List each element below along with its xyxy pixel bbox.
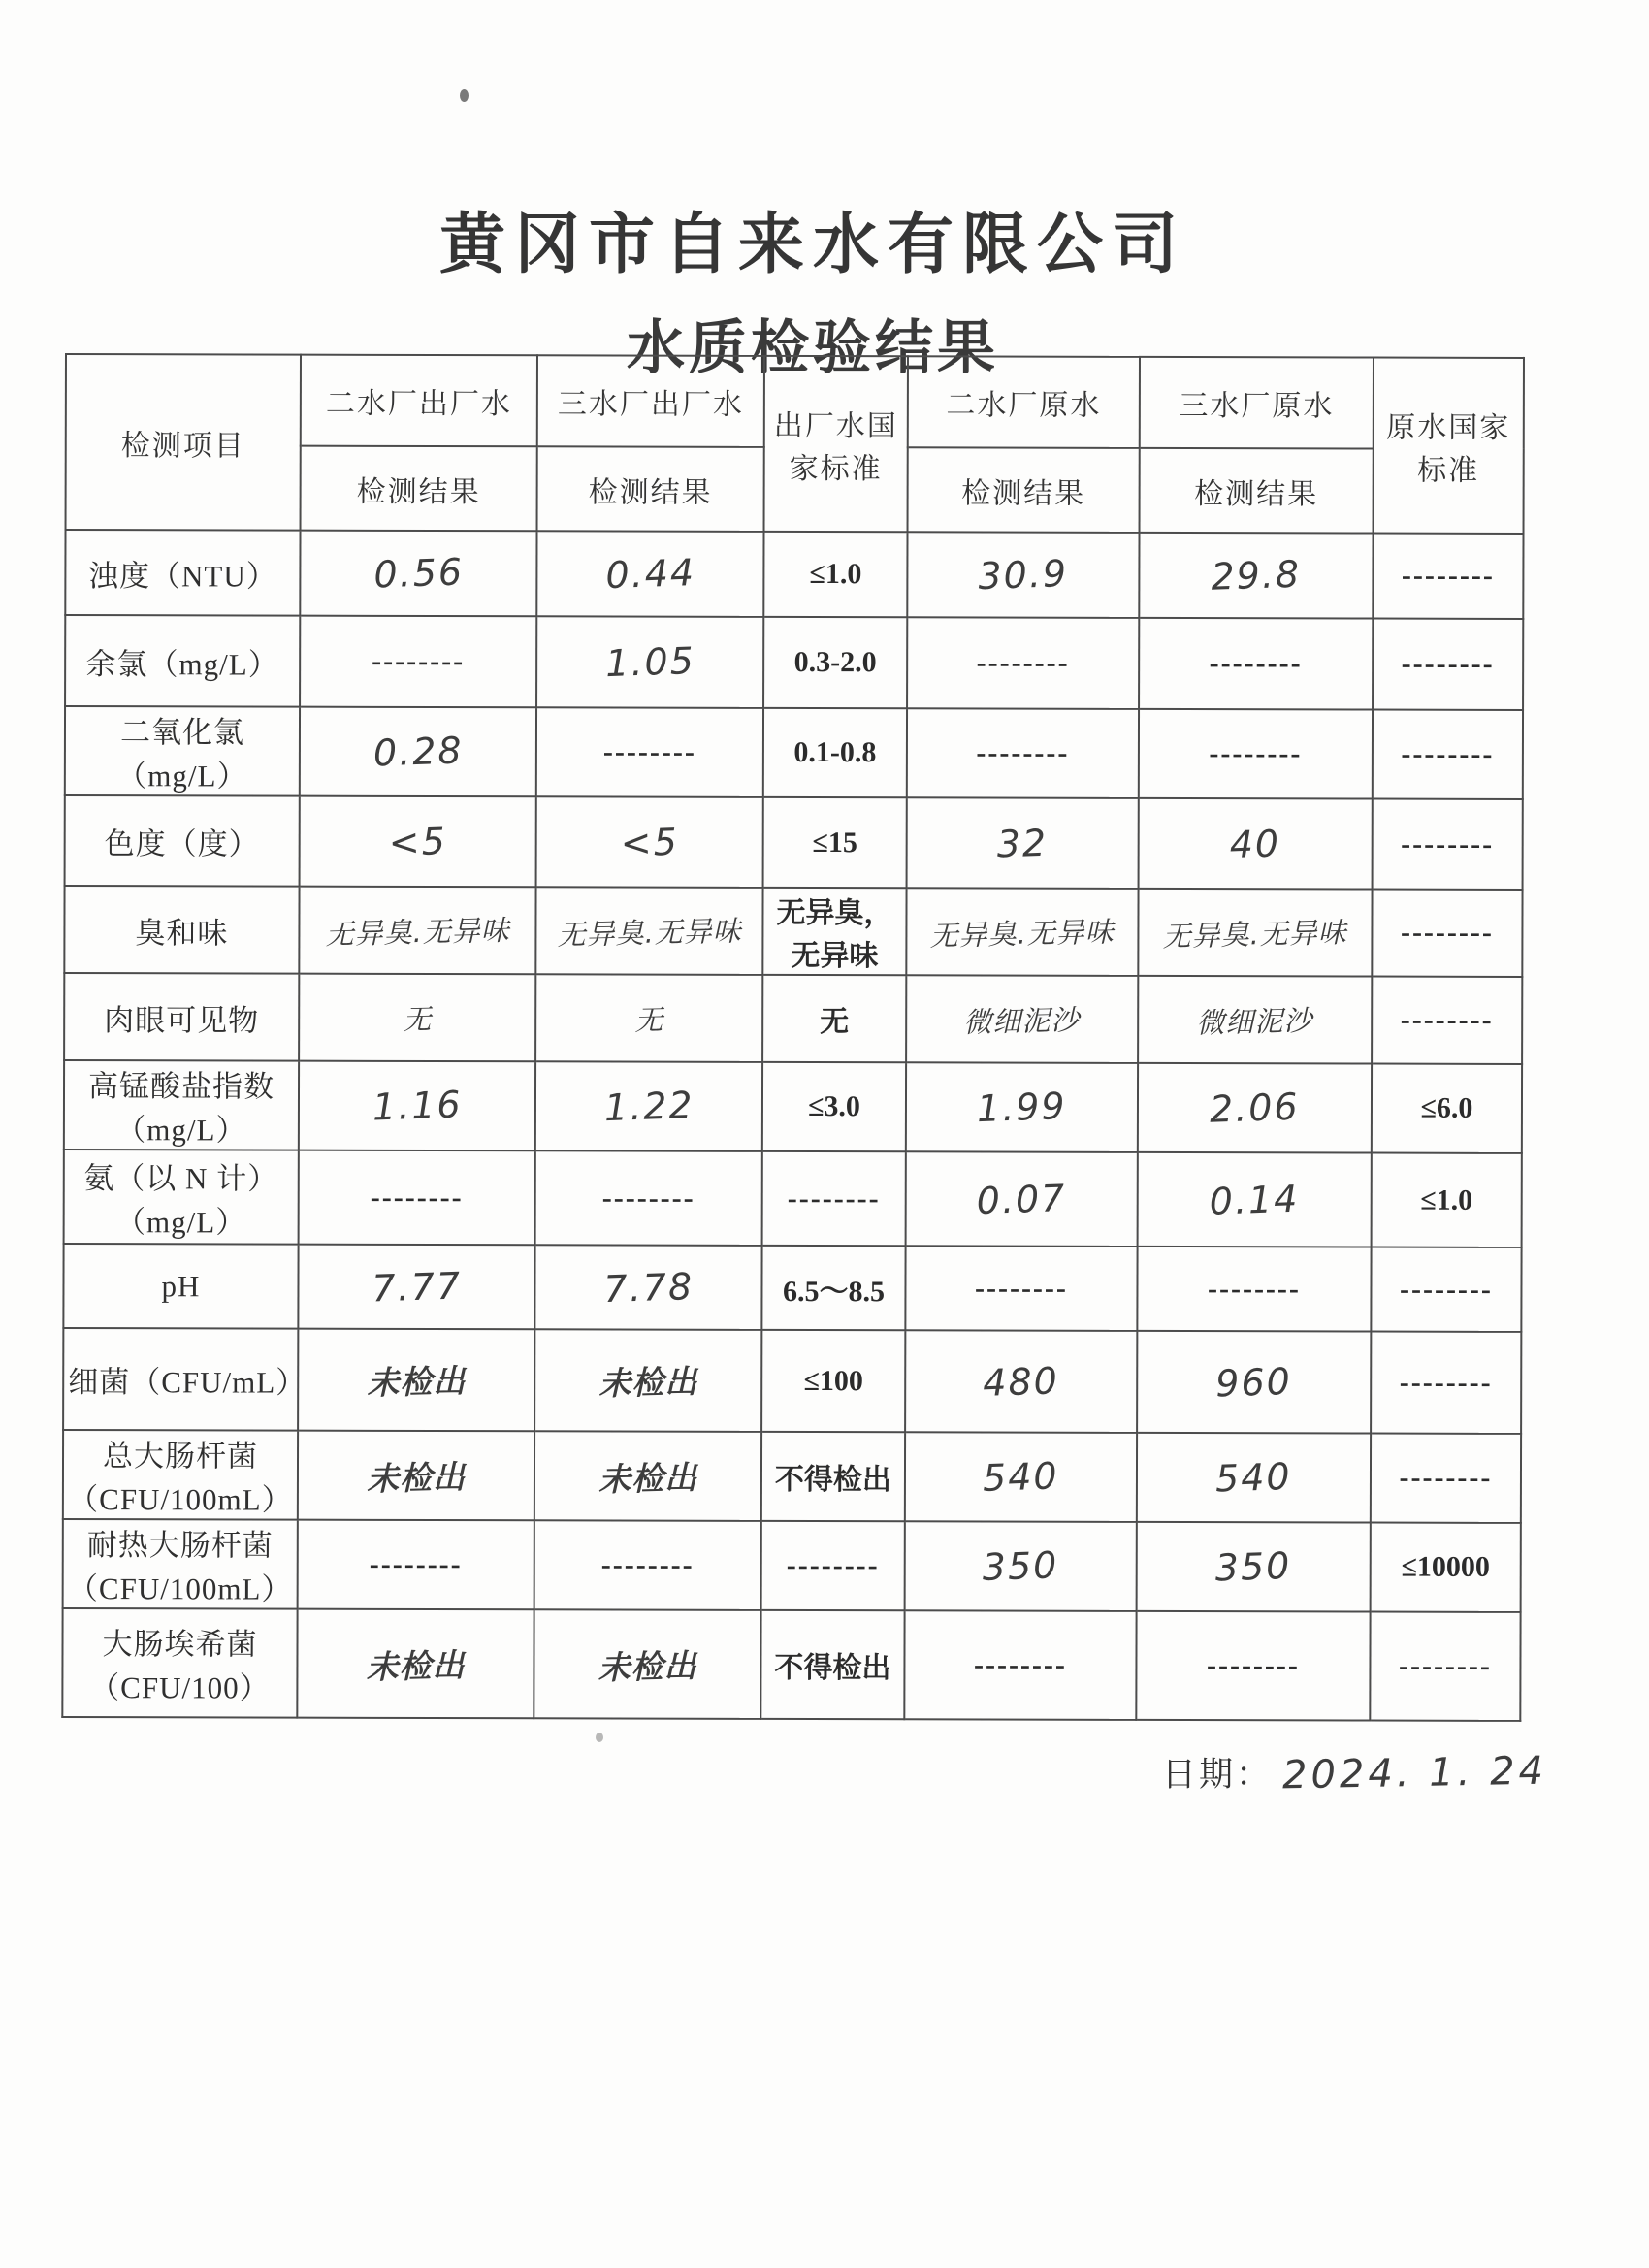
handwritten-value: 未检出: [598, 1645, 697, 1687]
cell: [762, 975, 906, 1062]
handwritten-value: 32: [996, 821, 1050, 865]
handwritten-value: 无: [402, 1002, 433, 1036]
handwritten-value: 350: [1214, 1543, 1293, 1590]
cell: [1138, 976, 1372, 1064]
cell: [1137, 1522, 1371, 1612]
handwritten-value: 540: [1214, 1454, 1293, 1501]
cell: [300, 531, 536, 617]
printed-value: ≤10000: [1401, 1550, 1491, 1583]
handwritten-value: 无异臭.无异味: [324, 913, 510, 951]
cell: [763, 532, 907, 617]
cell: [761, 1432, 905, 1521]
cell: [534, 1520, 761, 1610]
cell: [904, 1610, 1136, 1720]
cell: [1137, 1331, 1371, 1434]
handwritten-value: 未检出: [598, 1457, 698, 1499]
printed-value: ≤100: [803, 1364, 864, 1397]
printed-value: 6.5～8.5: [782, 1275, 886, 1308]
row-label: pH: [63, 1244, 298, 1329]
cell: [298, 1329, 534, 1432]
cell: [1373, 799, 1523, 890]
cell: [1138, 889, 1372, 977]
handwritten-value: 40: [1229, 821, 1282, 866]
handwritten-value: 未检出: [366, 1457, 467, 1498]
printed-value: 不得检出: [774, 1651, 891, 1685]
cell: [1373, 710, 1523, 799]
handwritten-value: 2.06: [1209, 1085, 1301, 1131]
handwritten-value: <5: [619, 820, 680, 865]
printed-value: ≤6.0: [1420, 1091, 1473, 1124]
row-label: 浊度（NTU）: [65, 530, 300, 616]
header-item: 检测项目: [66, 354, 301, 531]
printed-value: --------: [1207, 1272, 1301, 1305]
handwritten-value: 1.16: [371, 1083, 463, 1129]
date-value: 2024. 1. 24: [1281, 1748, 1548, 1798]
cell: [906, 888, 1138, 976]
handwritten-value: 350: [982, 1543, 1060, 1589]
cell: [534, 1329, 761, 1432]
handwritten-value: 微细泥沙: [963, 1002, 1082, 1039]
table-row: [63, 1519, 1521, 1612]
table-row: [65, 706, 1523, 799]
printed-value: --------: [786, 1548, 880, 1582]
cell: [905, 1521, 1137, 1611]
header-out-standard: 出厂水国家标准: [764, 356, 908, 532]
cell: [1372, 977, 1522, 1064]
header-result-label: 检测结果: [537, 446, 764, 532]
row-label: 大肠埃希菌 （CFU/100）: [62, 1608, 297, 1718]
printed-value: --------: [1401, 559, 1495, 592]
printed-value: ≤1.0: [1420, 1183, 1473, 1216]
row-label: 高锰酸盐指数 （mg/L）: [64, 1060, 299, 1150]
cell: [534, 1245, 761, 1330]
cell: [907, 708, 1139, 798]
header-result-label: 检测结果: [301, 446, 537, 532]
cell: [1137, 1433, 1371, 1523]
cell: [299, 974, 535, 1062]
report-subtitle: 水质检验结果: [627, 315, 999, 380]
date-label: 日期：: [1162, 1756, 1274, 1794]
cell: [907, 617, 1139, 709]
cell: [535, 1150, 762, 1246]
printed-value: --------: [976, 646, 1070, 679]
scan-speck: [460, 89, 469, 102]
table-row: [62, 1608, 1520, 1721]
date-line: [1162, 1748, 1547, 1797]
printed-value: --------: [1399, 1461, 1493, 1494]
cell: [1139, 709, 1373, 799]
cell: [534, 1431, 761, 1521]
scan-speck: [596, 1733, 603, 1742]
handwritten-value: 未检出: [598, 1362, 698, 1403]
header-result-label: 检测结果: [908, 447, 1140, 533]
cell: [763, 797, 907, 888]
table-row: [65, 530, 1523, 619]
cell: [760, 1610, 904, 1719]
cell: [298, 1245, 534, 1330]
row-label: 耐热大肠杆菌 （CFU/100mL）: [63, 1519, 298, 1609]
cell: [535, 1061, 762, 1151]
header-plant2-raw: 二水厂原水: [908, 356, 1140, 448]
cell: [763, 617, 907, 708]
cell: [907, 532, 1139, 618]
cell: [1136, 1611, 1370, 1721]
header-plant2-out: 二水厂出厂水: [301, 355, 537, 447]
cell: [1139, 798, 1373, 890]
cell: [762, 1062, 906, 1151]
handwritten-value: 540: [982, 1454, 1060, 1500]
cell: [1371, 1247, 1521, 1332]
cell: [297, 1609, 534, 1719]
printed-value: 不得检出: [774, 1463, 892, 1497]
printed-value: --------: [1399, 1273, 1493, 1306]
cell: [1138, 1152, 1372, 1247]
handwritten-value: 未检出: [366, 1361, 467, 1403]
header-plant3-out: 三水厂出厂水: [537, 355, 764, 447]
cell: [907, 797, 1139, 889]
cell: [298, 1431, 534, 1521]
cell: [762, 888, 906, 975]
cell: [1373, 619, 1523, 710]
printed-value: --------: [1401, 647, 1495, 680]
handwritten-value: 30.9: [977, 552, 1069, 599]
printed-value: --------: [1401, 737, 1495, 770]
handwritten-value: 无异臭.无异味: [929, 914, 1116, 953]
table-row: [64, 1060, 1522, 1153]
row-label: 二氧化氯（mg/L）: [65, 706, 300, 796]
cell: [299, 1150, 535, 1246]
row-label: 氨（以 N 计） （mg/L）: [64, 1150, 299, 1245]
printed-value: --------: [974, 1271, 1068, 1305]
printed-value: ≤1.0: [809, 558, 862, 591]
handwritten-value: 微细泥沙: [1196, 1003, 1314, 1040]
cell: [300, 616, 536, 708]
printed-value: --------: [372, 644, 466, 678]
handwritten-value: 480: [982, 1358, 1060, 1405]
handwritten-value: 无异臭.无异味: [1162, 915, 1348, 953]
cell: [1139, 618, 1373, 710]
handwritten-value: 960: [1214, 1359, 1293, 1405]
handwritten-value: 1.05: [604, 639, 696, 686]
cell: [536, 707, 763, 797]
cell: [906, 1062, 1138, 1152]
table-row: [64, 1150, 1522, 1247]
cell: [1139, 533, 1373, 619]
handwritten-value: 0.56: [372, 550, 465, 597]
printed-value: --------: [1400, 916, 1494, 949]
cell: [534, 1609, 760, 1719]
printed-value: ≤15: [812, 826, 857, 859]
printed-value: --------: [1400, 1003, 1494, 1036]
printed-value: --------: [602, 735, 696, 768]
cell: [1371, 1523, 1521, 1612]
handwritten-value: 0.44: [604, 551, 696, 598]
cell: [1373, 534, 1523, 619]
cell: [1372, 1064, 1522, 1153]
table-row: [63, 1328, 1521, 1434]
cell: [535, 974, 762, 1062]
row-label: 臭和味: [64, 886, 299, 974]
cell: [761, 1330, 905, 1432]
cell: [1372, 1153, 1522, 1247]
cell: [299, 1061, 535, 1151]
cell: [535, 887, 762, 975]
row-label: 肉眼可见物: [64, 973, 299, 1061]
row-label: 细菌（CFU/mL）: [63, 1328, 298, 1431]
cell: [1138, 1063, 1372, 1153]
handwritten-value: 未检出: [366, 1645, 466, 1686]
printed-value: --------: [600, 1548, 695, 1581]
handwritten-value: <5: [387, 819, 448, 864]
printed-value: --------: [1209, 647, 1303, 680]
cell: [761, 1246, 905, 1330]
cell: [1371, 1332, 1521, 1434]
row-label: 余氯（mg/L）: [65, 615, 300, 707]
cell: [536, 796, 763, 888]
printed-value: --------: [1401, 827, 1495, 860]
table-row: [65, 795, 1523, 890]
handwritten-value: 无异臭.无异味: [556, 913, 742, 952]
printed-value: 无异臭， 无异味: [776, 896, 893, 973]
printed-value: 0.1-0.8: [793, 735, 877, 769]
handwritten-value: 29.8: [1210, 552, 1302, 599]
cell: [1137, 1247, 1371, 1332]
table-row: [63, 1244, 1521, 1332]
printed-value: --------: [787, 1182, 881, 1215]
printed-value: 0.3-2.0: [793, 645, 877, 679]
handwritten-value: 无: [633, 1002, 664, 1037]
handwritten-value: 0.28: [372, 729, 464, 775]
cell: [536, 531, 763, 617]
cell: [299, 887, 535, 975]
printed-value: --------: [976, 736, 1070, 769]
printed-value: --------: [370, 1181, 464, 1214]
header-result-label: 检测结果: [1140, 448, 1374, 534]
cell: [906, 975, 1138, 1063]
row-label: 总大肠杆菌 （CFU/100mL）: [63, 1430, 298, 1520]
cell: [298, 1520, 534, 1610]
table-row: [63, 1430, 1521, 1523]
printed-value: --------: [1398, 1649, 1492, 1682]
printed-value: --------: [601, 1181, 695, 1215]
handwritten-value: 0.07: [976, 1176, 1068, 1222]
handwritten-value: 1.22: [602, 1084, 695, 1130]
cell: [1371, 1434, 1521, 1523]
cell: [1372, 890, 1522, 977]
cell: [905, 1246, 1137, 1331]
cell: [300, 707, 536, 797]
cell: [1370, 1612, 1520, 1721]
table-row: [64, 973, 1522, 1064]
cell: [300, 796, 536, 888]
handwritten-value: 1.99: [976, 1085, 1068, 1131]
table-row: [64, 886, 1522, 977]
cell: [906, 1151, 1138, 1247]
row-label: 色度（度）: [65, 795, 300, 887]
water-quality-table: [61, 353, 1525, 1722]
handwritten-value: 7.77: [371, 1263, 463, 1310]
printed-value: --------: [369, 1547, 463, 1581]
printed-value: --------: [973, 1648, 1067, 1681]
printed-value: 无: [820, 1006, 850, 1039]
cell: [763, 708, 907, 797]
header-plant3-raw: 三水厂原水: [1140, 357, 1374, 449]
cell: [905, 1432, 1137, 1522]
header-raw-standard: 原水国家标准: [1374, 358, 1524, 534]
printed-value: --------: [1206, 1649, 1300, 1682]
cell: [905, 1330, 1137, 1433]
handwritten-value: 0.14: [1209, 1177, 1301, 1223]
printed-value: --------: [1209, 737, 1303, 770]
printed-value: ≤3.0: [807, 1090, 860, 1123]
cell: [536, 616, 763, 708]
cell: [761, 1521, 905, 1610]
table-row: [65, 615, 1523, 710]
cell: [762, 1151, 906, 1246]
handwritten-value: 7.78: [602, 1264, 695, 1311]
printed-value: --------: [1399, 1366, 1493, 1399]
company-name: 黄冈市自来水有限公司: [438, 208, 1186, 281]
